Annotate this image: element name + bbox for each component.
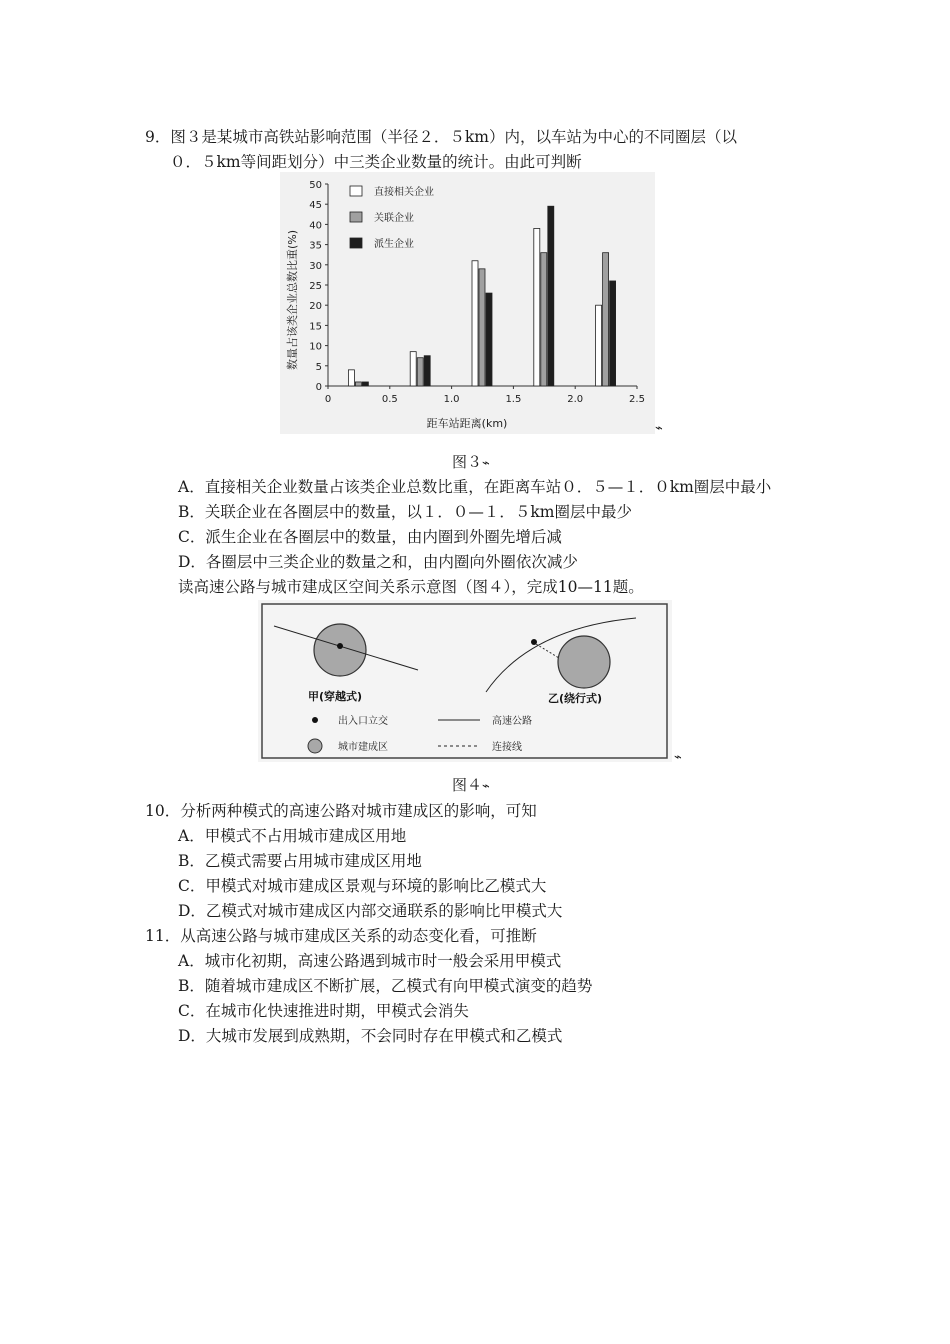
chart-x-tick-label: 0.5: [381, 394, 398, 405]
yi-label: 乙(绕行式): [548, 692, 603, 705]
chart-legend-label-2: 关联企业: [374, 213, 414, 224]
chart-bar-3-2: [424, 356, 430, 386]
chart-y-tick-label: 30: [309, 260, 322, 272]
chart-x-tick-label: 1.5: [505, 394, 522, 405]
legend-urban-area-symbol: [308, 739, 322, 753]
q10-option-a: A．甲模式不占用城市建成区用地: [178, 827, 407, 845]
legend-connector-label: 连接线: [492, 742, 522, 753]
jia-label: 甲(穿越式): [308, 690, 363, 703]
chart-y-tick-label: 15: [309, 321, 322, 333]
q9-option-c: C．派生企业在各圈层中的数量，由内圈到外圈先增后减: [178, 528, 562, 546]
chart-x-axis-label: 距车站距离(km): [426, 417, 508, 430]
chart-y-tick-label: 35: [309, 240, 322, 252]
q9-stem-line2: ０．５km等间距划分）中三类企业数量的统计。由此可判断: [170, 153, 582, 171]
chart-legend-swatch-1: [350, 186, 362, 196]
q9-option-a: A．直接相关企业数量占该类企业总数比重，在距离车站０．５—１．０km圈层中最小: [178, 478, 772, 496]
figure-3-caption: [452, 452, 490, 474]
chart-legend-swatch-2: [350, 212, 362, 222]
chart-bar-1-2: [410, 352, 416, 386]
jia-interchange: [337, 643, 343, 649]
chart-bar-1-5: [596, 305, 602, 386]
chart-y-tick-label: 50: [309, 180, 322, 191]
figure-3-caption-text: 图３: [452, 453, 483, 471]
q10-option-d: D．乙模式对城市建成区内部交通联系的影响比甲模式大: [178, 902, 563, 920]
chart-legend-label-3: 派生企业: [374, 239, 414, 250]
chart-y-tick-label: 45: [309, 200, 322, 212]
legend-interchange-label: 出入口立交: [338, 716, 388, 727]
chart-background: [280, 172, 655, 434]
q11-option-a: A．城市化初期，高速公路遇到城市时一般会采用甲模式: [178, 952, 562, 970]
intro-10-11: 读高速公路与城市建成区空间关系示意图（图４），完成10—11题。: [178, 578, 644, 596]
jia-urban-area: [314, 624, 366, 676]
figure-4-diagram: [258, 600, 672, 762]
chart-bar-2-3: [479, 269, 485, 386]
yi-urban-area: [558, 636, 610, 688]
figure-4-caption-text: 图４: [452, 776, 483, 794]
chart-x-tick-label: 1.0: [443, 394, 460, 405]
chart-bar-2-1: [355, 382, 361, 386]
q10-stem: 10．分析两种模式的高速公路对城市建成区的影响，可知: [145, 802, 537, 820]
chart-y-tick-label: 10: [309, 341, 322, 353]
chart-bar-2-2: [417, 358, 423, 386]
legend-highway-label: 高速公路: [492, 716, 532, 727]
chart-bar-3-3: [486, 293, 492, 386]
chart-bar-3-4: [548, 206, 554, 386]
chart-y-tick-label: 40: [309, 220, 322, 232]
paragraph-mark-icon: ⌁: [655, 421, 663, 436]
chart-legend-swatch-3: [350, 238, 362, 248]
chart-bar-3-1: [362, 382, 368, 386]
q10-option-b: B．乙模式需要占用城市建成区用地: [178, 852, 422, 870]
chart-bar-1-1: [348, 370, 354, 386]
paragraph-mark-icon: ⌁: [674, 750, 682, 765]
q11-stem: 11．从高速公路与城市建成区关系的动态变化看，可推断: [145, 927, 537, 945]
q9-stem-line1: 9．图３是某城市高铁站影响范围（半径２．５km）内，以车站为中心的不同圈层（以: [145, 128, 737, 146]
chart-x-tick-label: 2.5: [629, 394, 645, 405]
legend-interchange-symbol: [312, 717, 318, 723]
figure-4-caption: [452, 775, 490, 797]
chart-x-tick-label: 2.0: [567, 394, 584, 405]
chart-bar-1-4: [534, 228, 540, 386]
paragraph-mark-icon: ⌁: [482, 779, 490, 794]
paragraph-mark-icon: ⌁: [482, 456, 490, 471]
chart-bar-1-3: [472, 261, 478, 386]
figure-3-bar-chart: [280, 172, 655, 434]
chart-y-tick-label: 20: [309, 301, 322, 313]
chart-legend-label-1: 直接相关企业: [374, 187, 434, 198]
chart-y-tick-label: 0: [315, 382, 322, 393]
q9-option-d: D．各圈层中三类企业的数量之和，由内圈向外圈依次减少: [178, 553, 578, 571]
chart-y-tick-label: 25: [309, 281, 322, 292]
chart-bar-2-5: [603, 253, 609, 386]
q11-option-c: C．在城市化快速推进时期，甲模式会消失: [178, 1002, 469, 1020]
q11-option-d: D．大城市发展到成熟期，不会同时存在甲模式和乙模式: [178, 1027, 563, 1045]
q10-option-c: C．甲模式对城市建成区景观与环境的影响比乙模式大: [178, 877, 547, 895]
chart-bar-3-5: [610, 281, 616, 386]
chart-y-axis-label: 数量占该类企业总数比重(%): [286, 229, 299, 371]
q9-option-b: B．关联企业在各圈层中的数量，以１．０—１．５km圈层中最少: [178, 503, 632, 521]
q11-option-b: B．随着城市建成区不断扩展，乙模式有向甲模式演变的趋势: [178, 977, 593, 995]
legend-urban-area-label: 城市建成区: [338, 742, 388, 753]
chart-x-tick-label: 0: [324, 394, 332, 405]
diagram-background: [258, 600, 672, 762]
chart-bar-2-4: [541, 253, 547, 386]
chart-y-tick-label: 5: [315, 361, 322, 373]
